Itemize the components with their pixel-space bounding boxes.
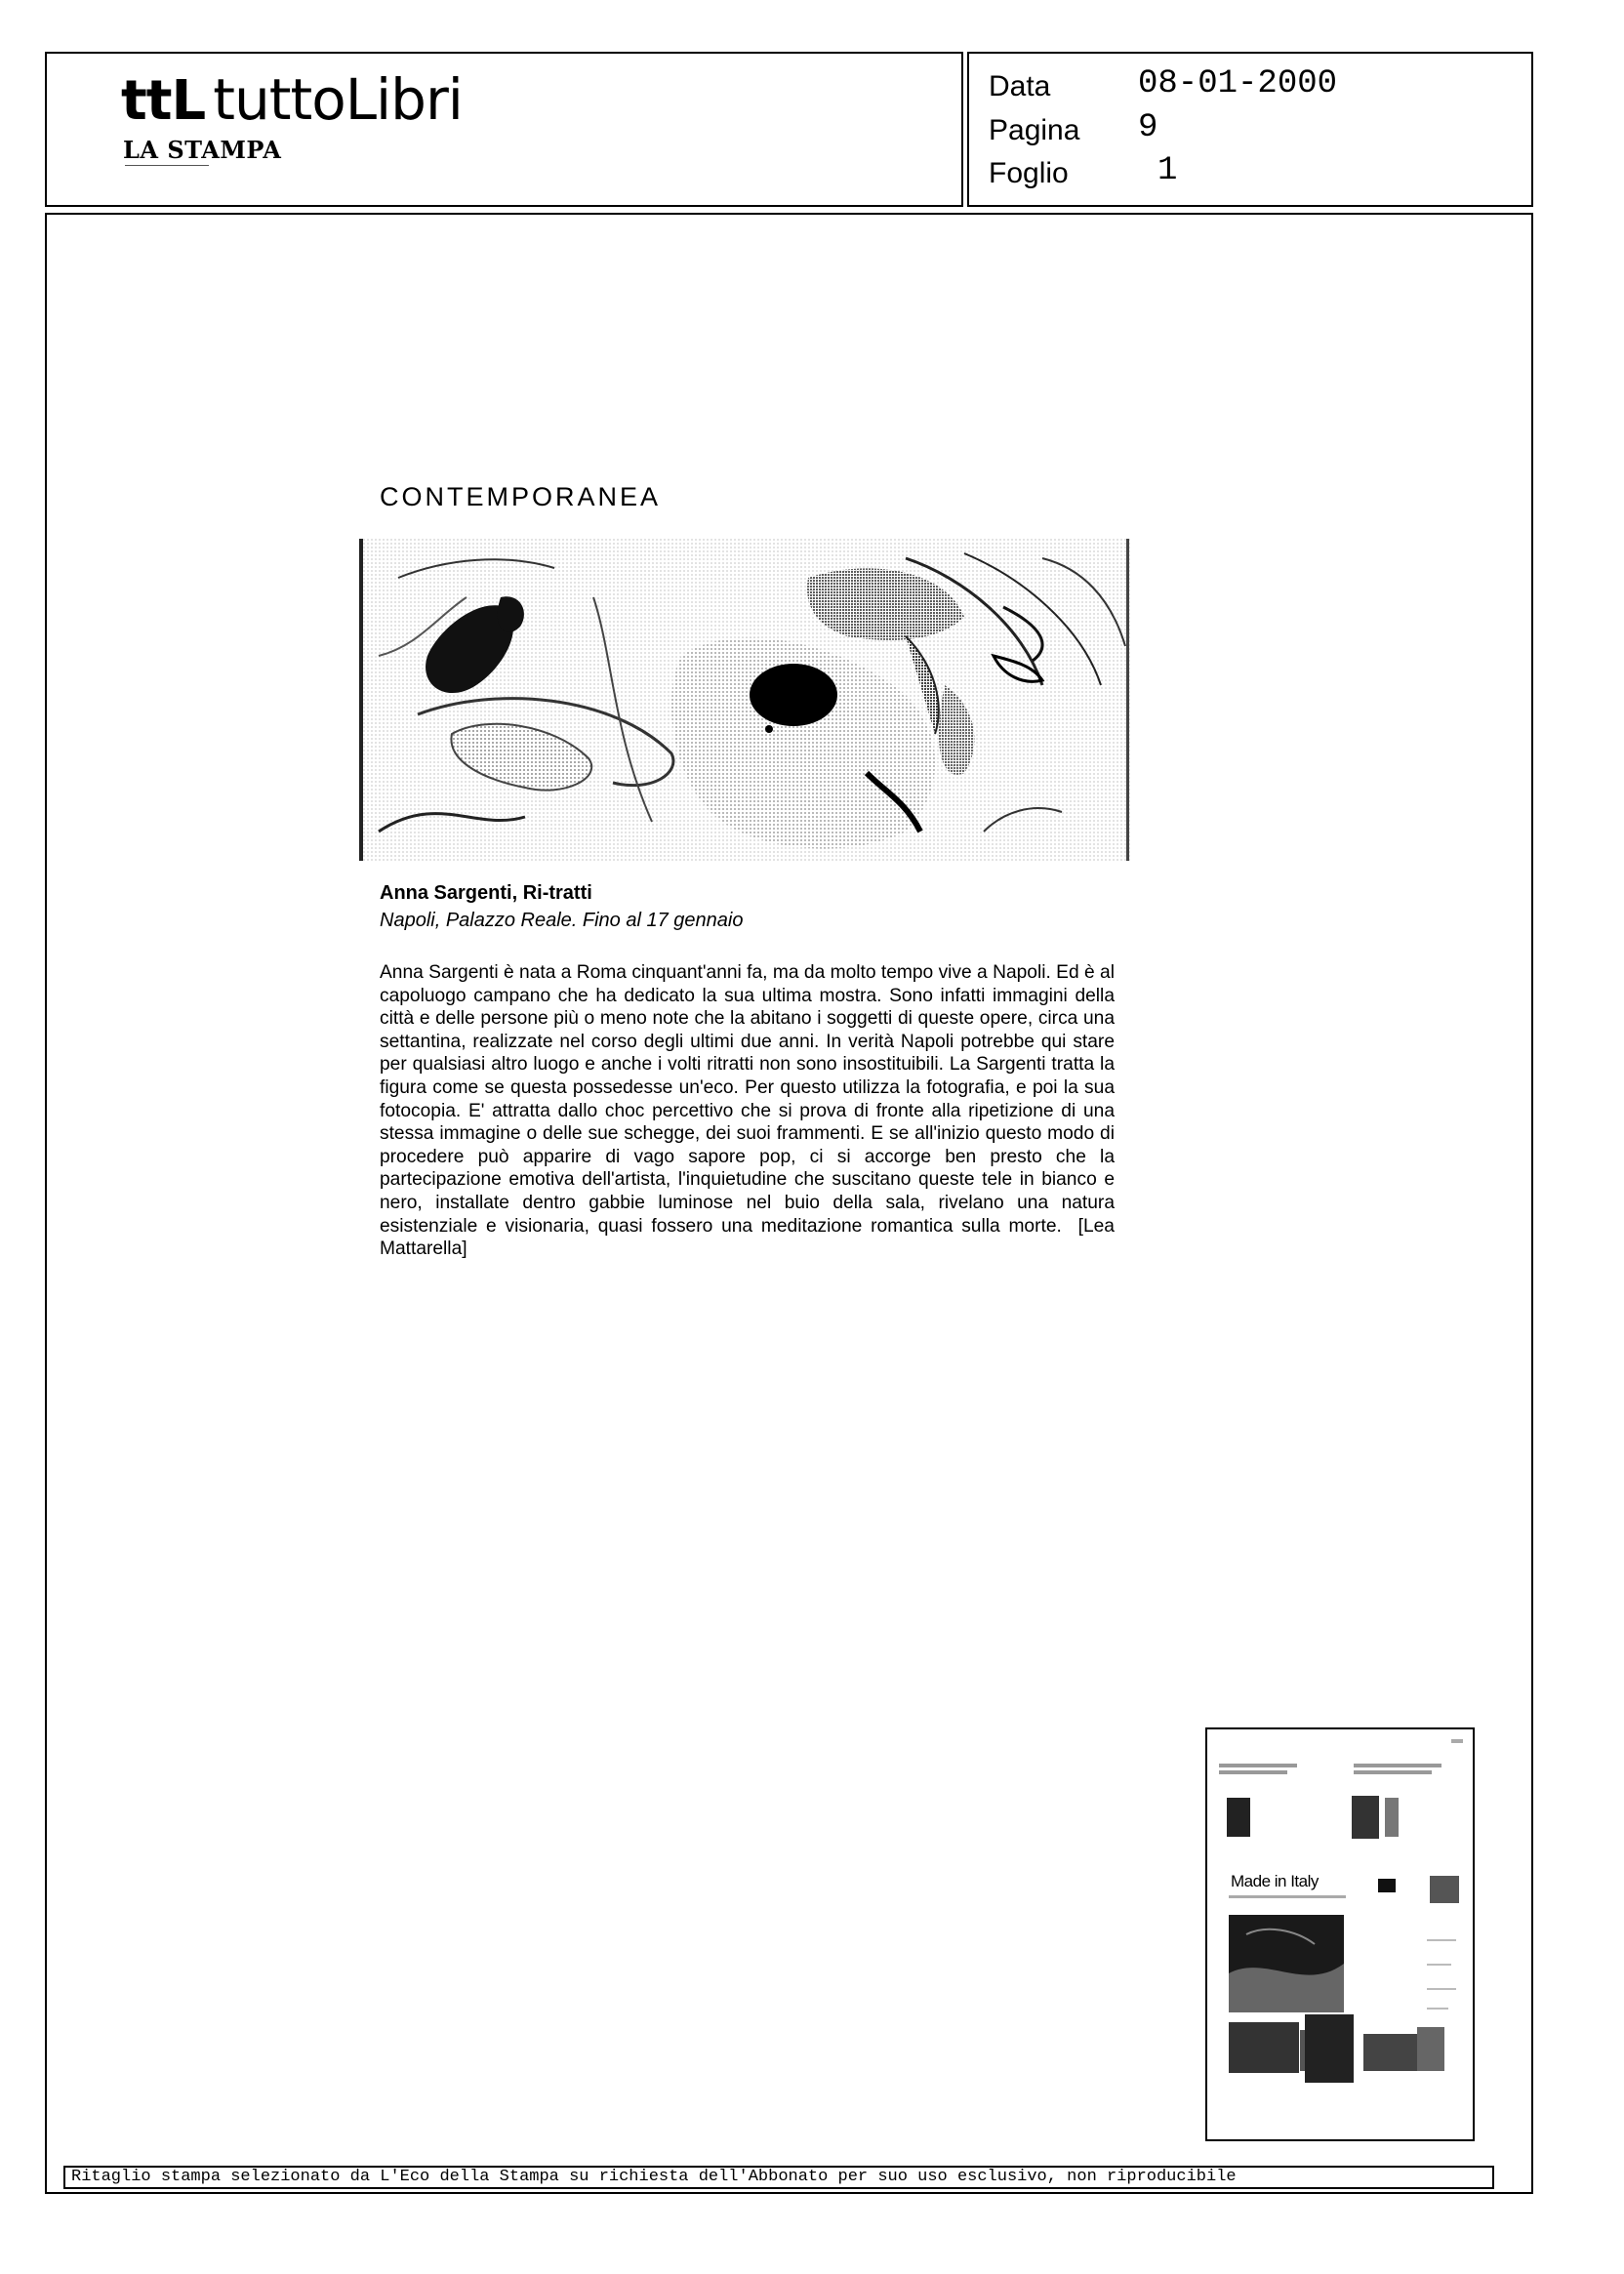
meta-sheet-value: 1 [1157, 152, 1178, 189]
clipping-meta-box [967, 52, 1533, 207]
meta-page-label: Pagina [989, 114, 1080, 146]
article-title: Anna Sargenti, Ri-tratti [380, 882, 592, 904]
artwork-image [359, 539, 1132, 861]
publication-logo [121, 66, 463, 164]
section-label: CONTEMPORANEA [380, 482, 662, 511]
article-body [380, 961, 1115, 1261]
meta-date-label: Data [989, 70, 1051, 102]
logo-rule [125, 165, 209, 166]
article-subtitle: Napoli, Palazzo Reale. Fino al 17 gennaio [380, 910, 744, 931]
logo-name: tuttoLibri [213, 66, 463, 133]
article-body-text: Anna Sargenti è nata a Roma cinquant'anni fa, ma da molto tempo vive a Napoli. Ed è al capoluogo campano che ha dedicato la sua ultima mostra. Sono infatti immagini della città e delle persone più o meno note che la abitano i soggetti di queste opere, circa una settantina, realizzate nel corso degli ultimi due anni. In verità Napoli potrebbe qui stare per qualsiasi altro luogo e anche i volti ritratti non sono insostituibili. La Sargenti tratta la figura come se questa possedesse un'eco. Per questo utilizza la fotografia, e poi la sua fotocopia. E' attratta dallo choc percettivo che si prova di fronte alla ripetizione di una stessa immagine o delle sue schegge, dei suoi frammenti. E se all'inizio questo modo di procedere può apparire di vago sapore pop, ci si accorge ben presto che la partecipazione emotiva dell'artista, l'inquietudine che suscitano queste tele in bianco e nero, installate dentro gabbie luminose nel buio della sala, rivelano una natura esistenziale e visionaria, quasi fossero una meditazione romantica sulla morte. [380, 962, 1115, 1237]
logo-mark: ttL [121, 69, 206, 133]
meta-sheet-label: Foglio [989, 157, 1069, 189]
thumbnail-title: Made in Italy [1231, 1872, 1319, 1890]
page-thumbnail [1205, 1727, 1475, 2141]
page-thumbnail-graphic [1207, 1729, 1473, 2139]
meta-date-value: 08-01-2000 [1138, 65, 1338, 102]
logo-publisher: LA STAMPA [123, 136, 282, 164]
masthead-box [45, 52, 963, 207]
footer-notice: Ritaglio stampa selezionato da L'Eco della Stampa su richiesta dell'Abbonato per suo uso esclusivo, non riproducibile [63, 2166, 1494, 2189]
meta-page-value: 9 [1138, 109, 1158, 146]
article-author: [Lea Mattarella] [380, 1215, 1115, 1260]
